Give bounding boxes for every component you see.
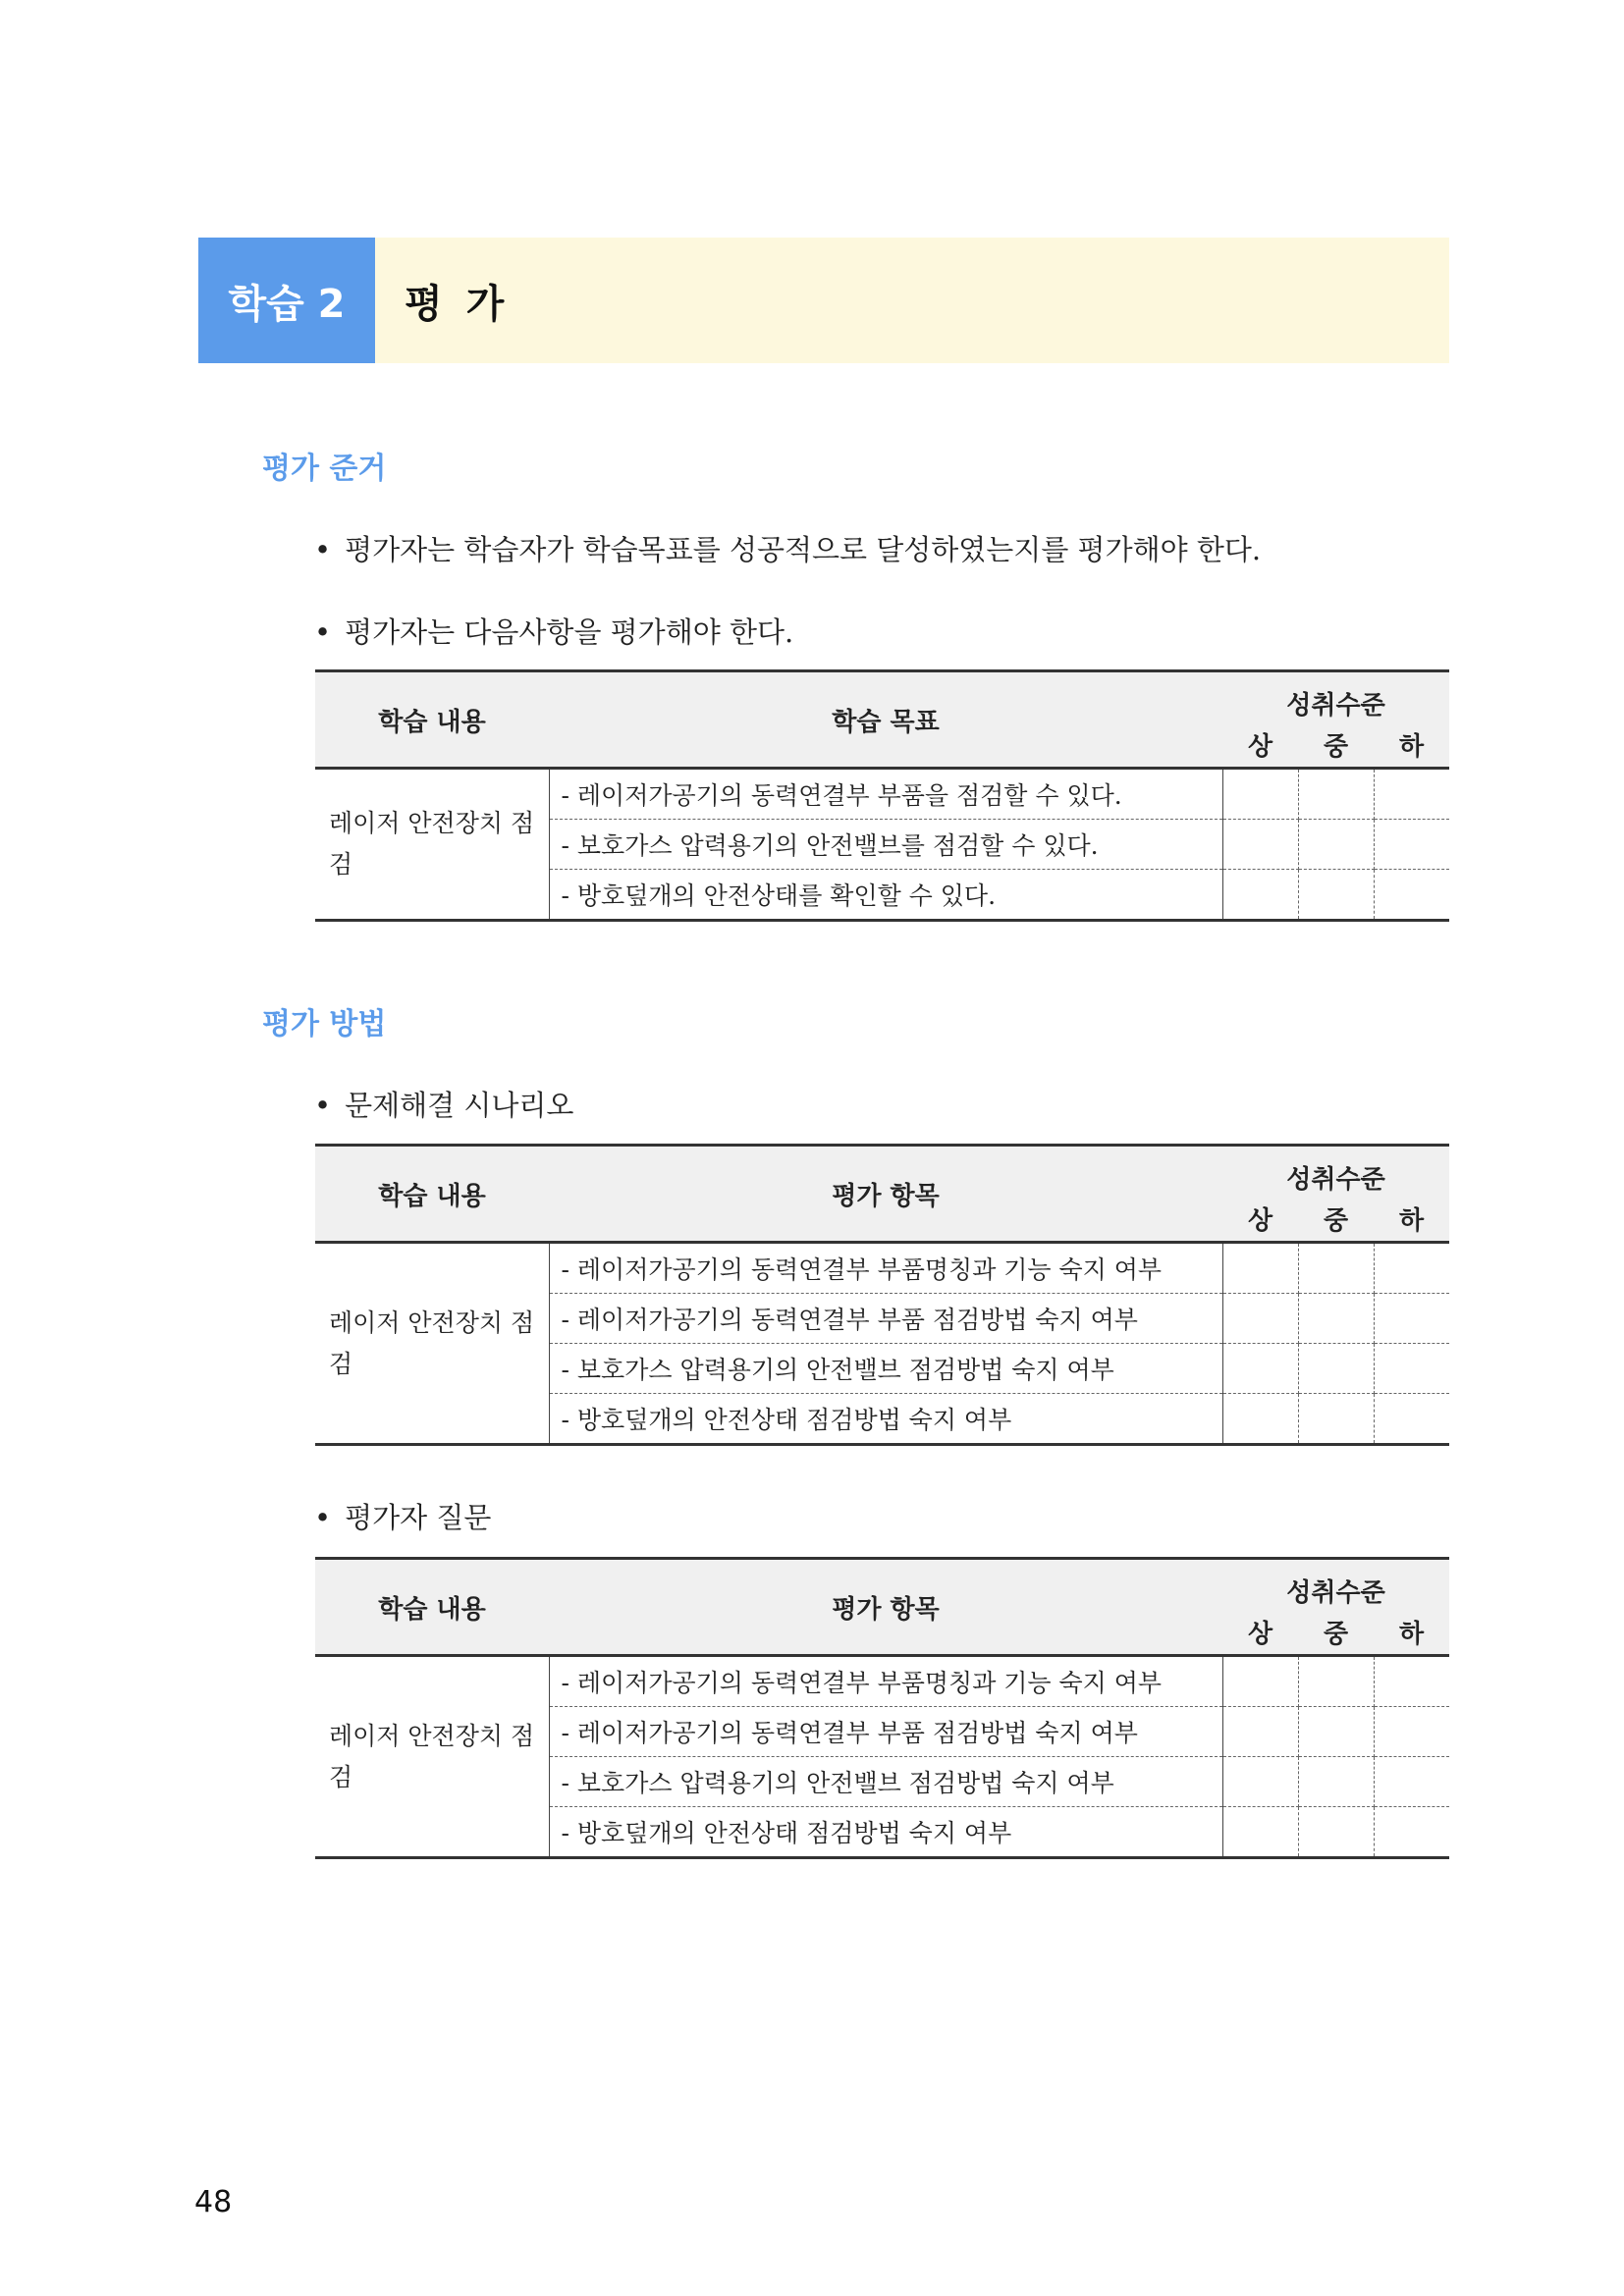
- level-low-cell[interactable]: [1374, 1757, 1449, 1807]
- header-level-mid: 중: [1323, 731, 1349, 762]
- level-low-cell[interactable]: [1374, 769, 1449, 820]
- level-low-cell[interactable]: [1374, 1344, 1449, 1394]
- header-item: 평가 항목: [832, 1181, 940, 1211]
- level-mid-cell[interactable]: [1298, 1294, 1374, 1344]
- level-mid-cell[interactable]: [1298, 1656, 1374, 1707]
- criteria-table: [315, 669, 1449, 922]
- level-low-cell[interactable]: [1374, 1807, 1449, 1858]
- goal-cell: - 방호덮개의 안전상태를 확인할 수 있다.: [549, 870, 1222, 921]
- item-cell: - 레이저가공기의 동력연결부 부품 점검방법 숙지 여부: [549, 1707, 1222, 1757]
- level-high-cell[interactable]: [1222, 1656, 1298, 1707]
- item-cell: - 방호덮개의 안전상태 점검방법 숙지 여부: [549, 1394, 1222, 1445]
- level-high-cell[interactable]: [1222, 870, 1298, 921]
- question-table: [315, 1557, 1449, 1859]
- level-mid-cell[interactable]: [1298, 1807, 1374, 1858]
- item-cell: - 보호가스 압력용기의 안전밸브 점검방법 숙지 여부: [549, 1757, 1222, 1807]
- header-level: 성취수준: [1286, 691, 1385, 721]
- learning-content-cell: 레이저 안전장치 점검: [315, 1656, 549, 1858]
- criteria-heading: 평가 준거: [262, 452, 387, 486]
- learning-content-cell: 레이저 안전장치 점검: [315, 769, 549, 921]
- level-low-cell[interactable]: [1374, 870, 1449, 921]
- level-mid-cell[interactable]: [1298, 870, 1374, 921]
- header-level-high: 상: [1247, 1205, 1273, 1236]
- header-level-low: 하: [1398, 1205, 1425, 1236]
- criteria-bullet-2: • 평가자는 다음사항을 평가해야 한다.: [314, 611, 793, 651]
- question-bullet: • 평가자 질문: [314, 1496, 491, 1536]
- header-level: 성취수준: [1286, 1165, 1385, 1195]
- goal-cell: - 보호가스 압력용기의 안전밸브를 점검할 수 있다.: [549, 820, 1222, 870]
- header-item: 평가 항목: [832, 1594, 940, 1625]
- level-low-cell[interactable]: [1374, 820, 1449, 870]
- item-cell: - 방호덮개의 안전상태 점검방법 숙지 여부: [549, 1807, 1222, 1858]
- level-low-cell[interactable]: [1374, 1656, 1449, 1707]
- level-low-cell[interactable]: [1374, 1394, 1449, 1445]
- level-mid-cell[interactable]: [1298, 1344, 1374, 1394]
- level-high-cell[interactable]: [1222, 820, 1298, 870]
- level-mid-cell[interactable]: [1298, 1707, 1374, 1757]
- item-cell: - 보호가스 압력용기의 안전밸브 점검방법 숙지 여부: [549, 1344, 1222, 1394]
- level-high-cell[interactable]: [1222, 769, 1298, 820]
- level-low-cell[interactable]: [1374, 1707, 1449, 1757]
- header-level-high: 상: [1247, 731, 1273, 762]
- page-number: 48: [194, 2185, 233, 2219]
- level-mid-cell[interactable]: [1298, 820, 1374, 870]
- banner-title: 평가: [405, 281, 528, 327]
- level-mid-cell[interactable]: [1298, 1757, 1374, 1807]
- learning-content-cell: 레이저 안전장치 점검: [315, 1243, 549, 1445]
- header-item: 학습 목표: [832, 707, 940, 737]
- goal-cell: - 레이저가공기의 동력연결부 부품을 점검할 수 있다.: [549, 769, 1222, 820]
- scenario-table: [315, 1144, 1449, 1446]
- level-high-cell[interactable]: [1222, 1707, 1298, 1757]
- level-high-cell[interactable]: [1222, 1344, 1298, 1394]
- header-level-mid: 중: [1323, 1619, 1349, 1649]
- item-cell: - 레이저가공기의 동력연결부 부품명칭과 기능 숙지 여부: [549, 1243, 1222, 1294]
- level-low-cell[interactable]: [1374, 1294, 1449, 1344]
- table-row: [315, 1243, 1449, 1294]
- header-level-low: 하: [1398, 731, 1425, 762]
- level-mid-cell[interactable]: [1298, 1394, 1374, 1445]
- level-low-cell[interactable]: [1374, 1243, 1449, 1294]
- table-row: [315, 1656, 1449, 1707]
- header-level-low: 하: [1398, 1619, 1425, 1649]
- table-row: [315, 769, 1449, 820]
- scenario-bullet: • 문제해결 시나리오: [314, 1084, 573, 1124]
- item-cell: - 레이저가공기의 동력연결부 부품 점검방법 숙지 여부: [549, 1294, 1222, 1344]
- header-level: 성취수준: [1286, 1578, 1385, 1608]
- header-content: 학습 내용: [378, 1594, 486, 1625]
- level-high-cell[interactable]: [1222, 1243, 1298, 1294]
- level-mid-cell[interactable]: [1298, 1243, 1374, 1294]
- banner-label: 학습 2: [198, 238, 375, 363]
- header-level-mid: 중: [1323, 1205, 1349, 1236]
- header-content: 학습 내용: [378, 1181, 486, 1211]
- header-level-high: 상: [1247, 1619, 1273, 1649]
- header-content: 학습 내용: [378, 707, 486, 737]
- level-mid-cell[interactable]: [1298, 769, 1374, 820]
- criteria-bullet-1: • 평가자는 학습자가 학습목표를 성공적으로 달성하였는지를 평가해야 한다.: [314, 528, 1261, 568]
- item-cell: - 레이저가공기의 동력연결부 부품명칭과 기능 숙지 여부: [549, 1656, 1222, 1707]
- level-high-cell[interactable]: [1222, 1394, 1298, 1445]
- level-high-cell[interactable]: [1222, 1294, 1298, 1344]
- level-high-cell[interactable]: [1222, 1757, 1298, 1807]
- method-heading: 평가 방법: [262, 1007, 387, 1041]
- section-banner: [198, 238, 1449, 363]
- level-high-cell[interactable]: [1222, 1807, 1298, 1858]
